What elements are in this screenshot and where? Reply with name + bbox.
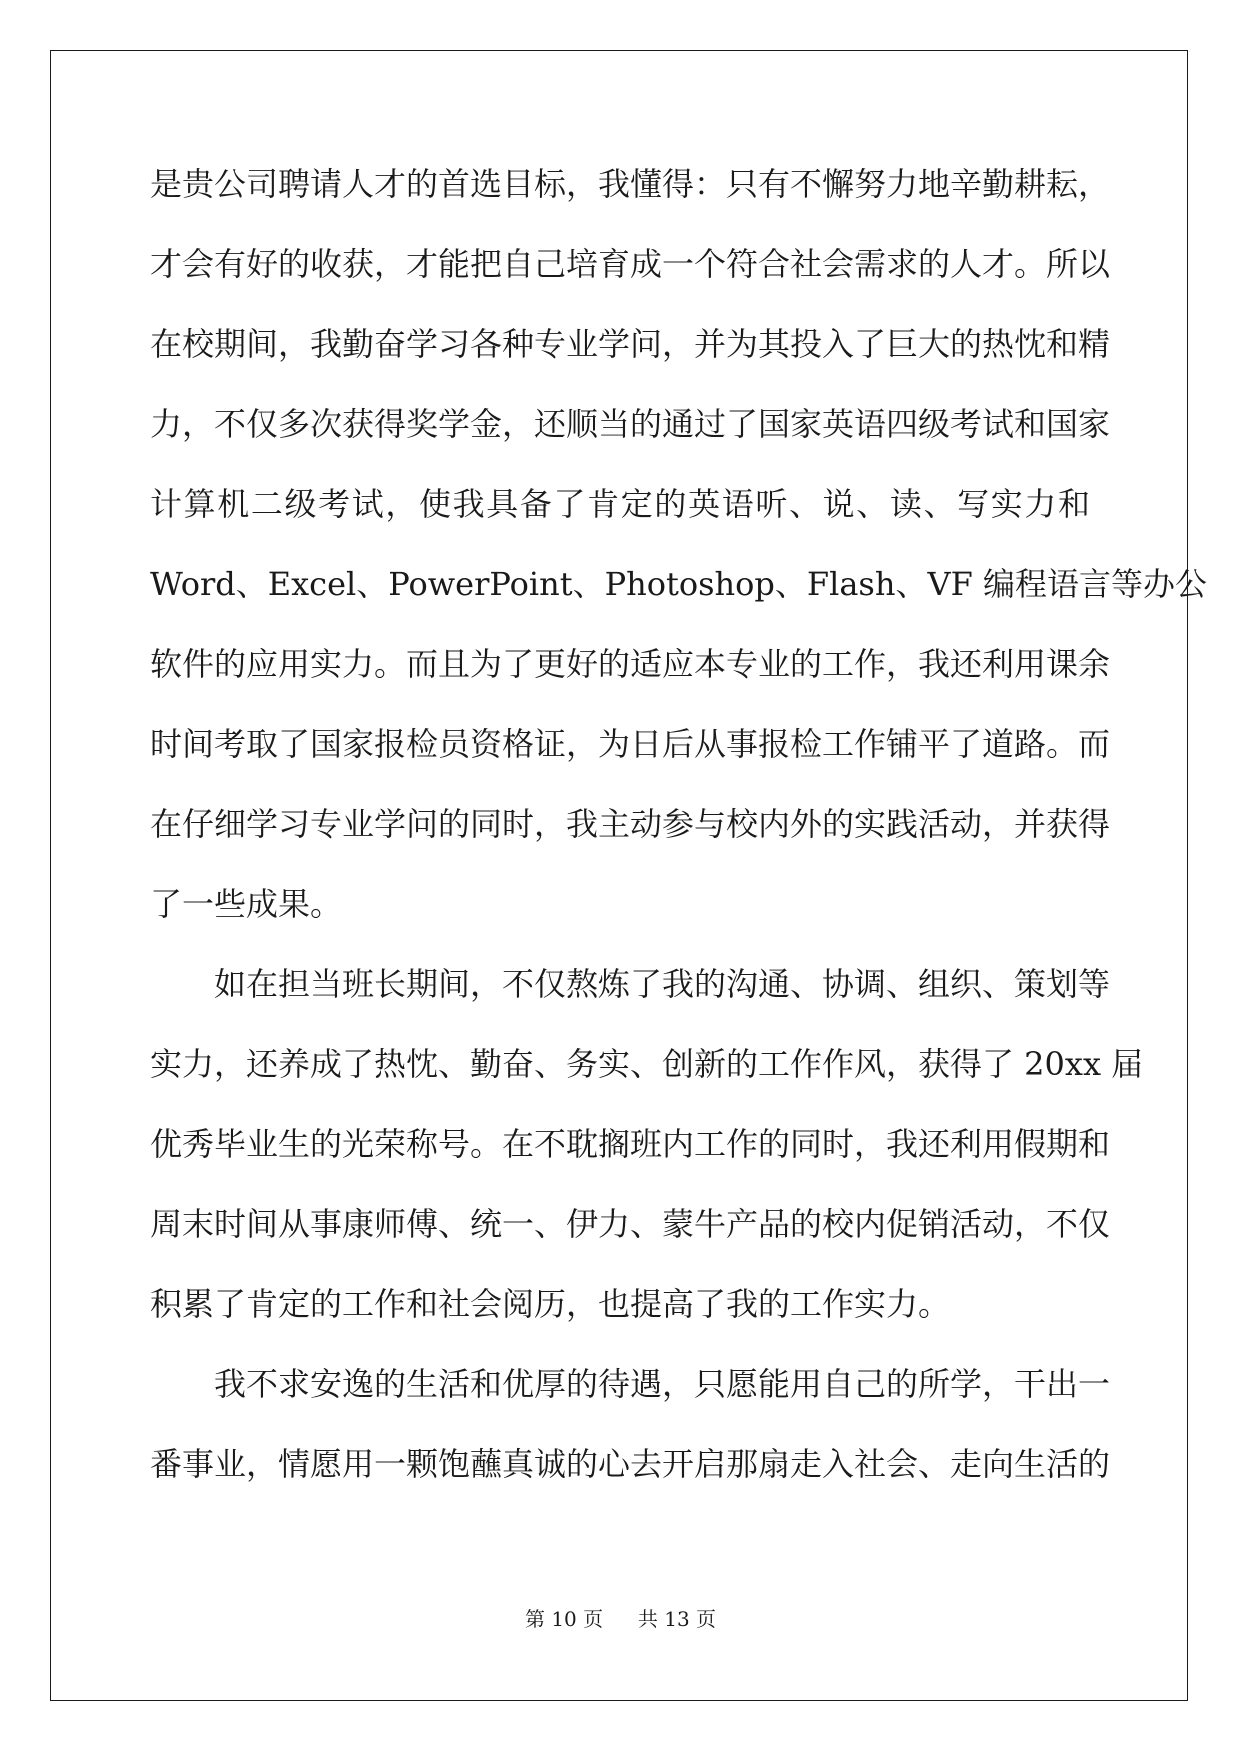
- text-line: 周末时间从事康师傅、统一、伊力、蒙牛产品的校内促销活动，不仅: [150, 1205, 1111, 1243]
- text-line: 软件的应用实力。而且为了更好的适应本专业的工作，我还利用课余: [150, 645, 1111, 683]
- text-line: 才会有好的收获，才能把自己培育成一个符合社会需求的人才。所以: [150, 245, 1111, 283]
- text-line: 力，不仅多次获得奖学金，还顺当的通过了国家英语四级考试和国家: [150, 405, 1111, 443]
- text-line: 了一些成果。: [150, 885, 343, 923]
- text-line: 在校期间，我勤奋学习各种专业学问，并为其投入了巨大的热忱和精: [150, 325, 1111, 363]
- text-line: 我不求安逸的生活和优厚的待遇，只愿能用自己的所学，干出一: [214, 1365, 1111, 1403]
- page-footer: [0, 1604, 1241, 1634]
- text-line: 积累了肯定的工作和社会阅历，也提高了我的工作实力。: [150, 1285, 951, 1323]
- text-line: Word、Excel、PowerPoint、Photoshop、Flash、VF 编程语言等办公: [150, 565, 1207, 603]
- document-body: [150, 160, 1207, 1520]
- text-line: 优秀毕业生的光荣称号。在不耽搁班内工作的同时，我还利用假期和: [150, 1125, 1111, 1163]
- page-number: 第 10 页: [524, 1607, 604, 1631]
- text-line: 计算机二级考试，使我具备了肯定的英语听、说、读、写实力和: [150, 485, 1090, 523]
- text-line: 如在担当班长期间，不仅熬炼了我的沟通、协调、组织、策划等: [214, 965, 1111, 1003]
- text-line: 番事业，情愿用一颗饱蘸真诚的心去开启那扇走入社会、走向生活的: [150, 1445, 1111, 1483]
- page-total: 共 13 页: [637, 1607, 717, 1631]
- text-line: 在仔细学习专业学问的同时，我主动参与校内外的实践活动，并获得: [150, 805, 1111, 843]
- text-line: 实力，还养成了热忱、勤奋、务实、创新的工作作风，获得了 20xx 届: [150, 1045, 1144, 1083]
- text-line: 是贵公司聘请人才的首选目标，我懂得：只有不懈努力地辛勤耕耘，: [150, 165, 1111, 203]
- text-line: 时间考取了国家报检员资格证，为日后从事报检工作铺平了道路。而: [150, 725, 1111, 763]
